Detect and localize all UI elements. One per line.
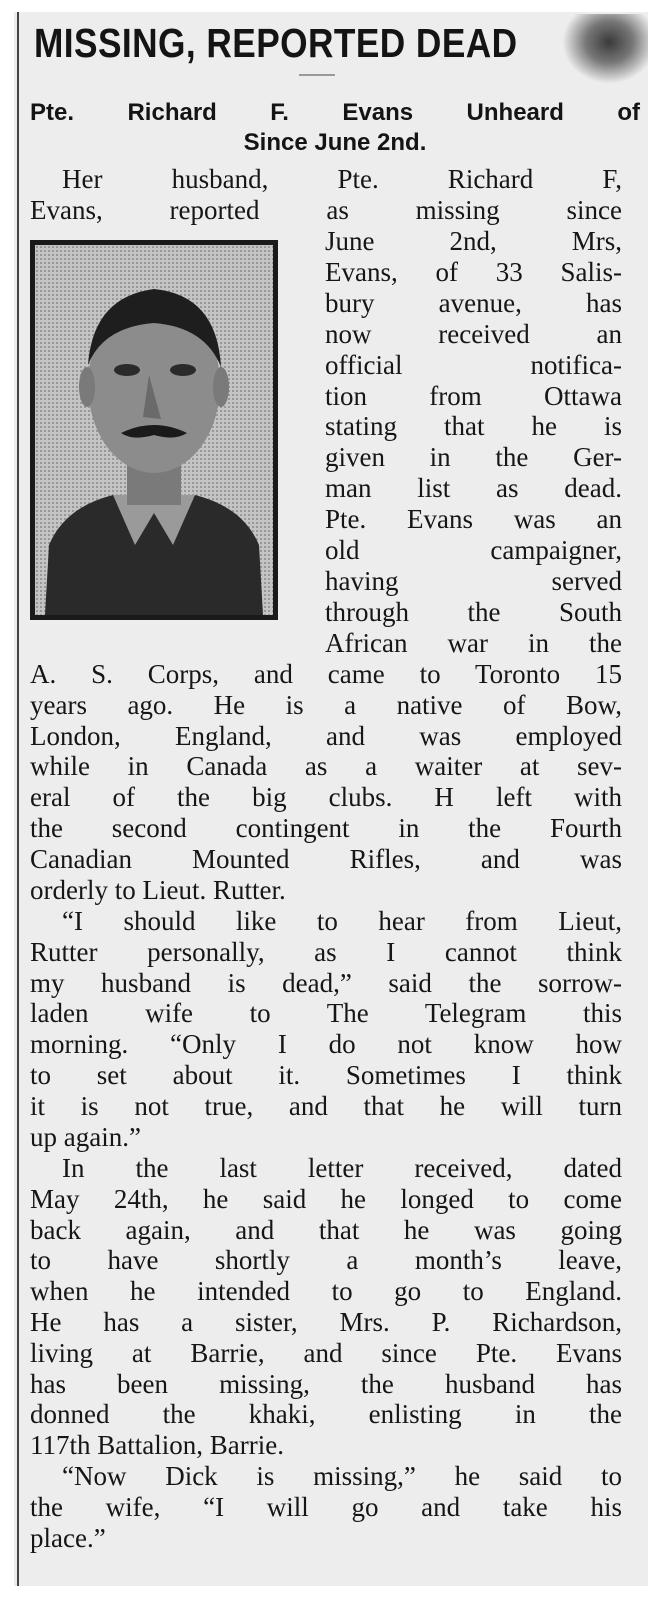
text-line: the wife, “I will go and take his <box>30 1491 622 1522</box>
text-line: when he intended to go to England. <box>30 1276 622 1307</box>
text-line: Canadian Mounted Rifles, and was <box>30 843 622 874</box>
portrait-figure-icon <box>35 245 273 615</box>
text-line: “Now Dick is missing,” he said to <box>62 1461 622 1491</box>
text-line: to set about it. Sometimes I think <box>30 1059 622 1090</box>
text-line: now received an <box>325 318 622 349</box>
text-line: man list as dead. <box>325 473 622 504</box>
headline-divider <box>299 74 335 76</box>
text-line: stating that he is <box>325 411 622 442</box>
newspaper-clipping <box>14 12 648 1586</box>
portrait-image <box>35 245 273 615</box>
text-line: laden wife to The Telegram this <box>30 998 622 1029</box>
text-line: Her husband, Pte. Richard F, <box>62 164 622 194</box>
text-line: to have shortly a month’s leave, <box>30 1245 622 1276</box>
text-line: African war in the <box>325 627 622 658</box>
text-line: In the last letter received, dated <box>62 1153 622 1183</box>
text-line: morning. “Only I do not know how <box>30 1029 622 1060</box>
text-line: bury avenue, has <box>325 287 622 318</box>
text-line: has been missing, the husband has <box>30 1368 622 1399</box>
text-line: tion from Ottawa <box>325 380 622 411</box>
text-line: place.” <box>30 1522 106 1553</box>
subhead-line: Since June 2nd. <box>243 129 427 156</box>
text-line: it is not true, and that he will turn <box>30 1090 622 1121</box>
paragraph-3 <box>30 1153 622 1461</box>
text-line: given in the Ger- <box>325 442 622 473</box>
text-line: official notifica- <box>325 349 622 380</box>
paragraph-4 <box>30 1461 622 1553</box>
portrait-photo <box>30 240 278 620</box>
text-line: up again.” <box>30 1121 141 1152</box>
text-line: June 2nd, Mrs, <box>325 226 622 256</box>
text-line: eral of the big clubs. H left with <box>30 782 622 813</box>
text-line: while in Canada as a waiter at sev- <box>30 751 622 782</box>
subheadline <box>30 98 640 158</box>
paragraph-2 <box>30 906 622 1152</box>
text-line: back again, and that he was going <box>30 1214 622 1245</box>
text-line: years ago. He is a native of Bow, <box>30 689 622 720</box>
text-line: 117th Battalion, Barrie. <box>30 1430 284 1461</box>
text-line: the second contingent in the Fourth <box>30 812 622 843</box>
intro <box>30 164 622 226</box>
text-line: A. S. Corps, and came to Toronto 15 <box>30 659 622 689</box>
column-rule <box>17 12 19 1586</box>
text-line: through the South <box>325 596 622 627</box>
headline: MISSING, REPORTED DEAD <box>34 20 518 66</box>
text-line: donned the khaki, enlisting in the <box>30 1399 622 1430</box>
paragraph-1 <box>30 659 622 905</box>
wrapped-text-column <box>325 226 622 659</box>
text-line: Pte. Evans was an <box>325 504 622 535</box>
text-line: Evans, of 33 Salis- <box>325 256 622 287</box>
text-line: having served <box>325 565 622 596</box>
text-line: “I should like to hear from Lieut, <box>62 906 622 936</box>
text-line: my husband is dead,” said the sorrow- <box>30 967 622 998</box>
text-line: old campaigner, <box>325 535 622 566</box>
subhead-line: Pte. Richard F. Evans Unheard of <box>30 99 640 126</box>
text-line: London, England, and was employed <box>30 720 622 751</box>
text-line: living at Barrie, and since Pte. Evans <box>30 1337 622 1368</box>
text-line: May 24th, he said he longed to come <box>30 1183 622 1214</box>
text-line: He has a sister, Mrs. P. Richardson, <box>30 1306 622 1337</box>
text-line: Rutter personally, as I cannot think <box>30 936 622 967</box>
text-line: orderly to Lieut. Rutter. <box>30 874 286 905</box>
ink-smudge <box>562 14 648 84</box>
text-line: Evans, reported as missing since <box>30 194 622 225</box>
